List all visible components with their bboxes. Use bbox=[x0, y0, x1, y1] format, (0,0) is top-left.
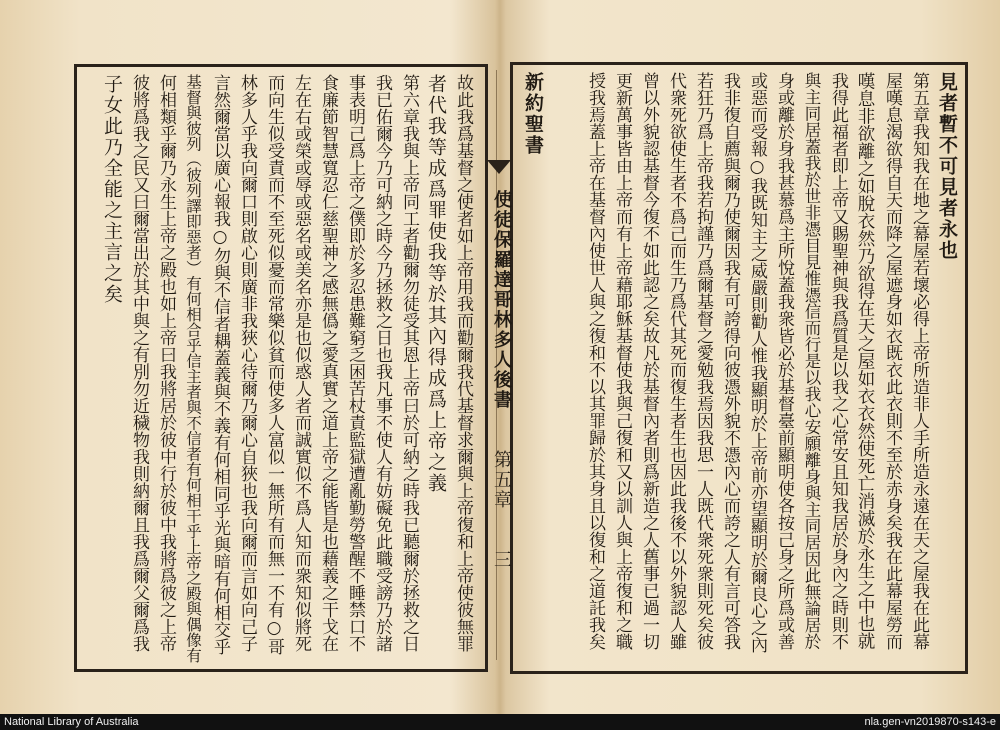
text-column: 身或離於身我甚慕爲主所悅蓋我衆皆必於基督臺前顯明使各按己身之所爲或善 bbox=[774, 72, 794, 650]
text-column: 若狂乃爲上帝我若拘謹乃爲爾基督之愛勉我焉因我思一人既代衆死衆則死矣彼 bbox=[693, 72, 713, 650]
text-column: 我已佑爾今乃可納之時今乃拯救之日也我凡事不使人有妨礙免此職受謗乃於諸 bbox=[372, 74, 392, 652]
footer-source: National Library of Australia bbox=[4, 716, 139, 728]
text-column: 基督與彼列（彼列譯即惡者）有何相合乎信主者與不信者有何相干乎上帝之殿與偶像有 bbox=[184, 74, 202, 663]
text-column: 我得此福者即上帝又賜聖神與我爲質是以我之心常安且知我居於身內之時則不 bbox=[828, 72, 848, 650]
text-column: 何相類乎爾乃永生上帝之殿也如上帝曰我將居於彼中行於彼中我將爲彼之上帝 bbox=[156, 74, 176, 652]
text-column: 曾以外貌認基督今復不如此認之矣故凡於基督內者則爲新造之人舊事已過一切 bbox=[639, 72, 659, 650]
text-column: 更新萬事皆由上帝而有上帝藉耶穌基督使我與己復和又以訓人與上帝復和之職 bbox=[612, 72, 632, 650]
text-column: 食廉節智慧寬忍仁慈聖神之感無僞之愛真實之道上帝之能皆是也藉義之干戈在 bbox=[318, 74, 338, 652]
footer-identifier: nla.gen-vn2019870-s143-e bbox=[864, 716, 996, 728]
text-column: 授我焉蓋上帝在基督內使世人與之復和不以其罪歸於其身且以復和之道託我矣 bbox=[585, 72, 605, 650]
text-column: 者代我等成爲罪使我等於其內得成爲上帝之義 bbox=[425, 74, 447, 494]
footer-bar bbox=[0, 714, 1000, 730]
text-column: 代衆死欲使生者不爲己而生乃爲代其死而復生者生也因此我後不以外貌認人雖 bbox=[666, 72, 686, 650]
column-heading: 見者暫不可見者永也 bbox=[936, 72, 958, 261]
text-column: 言然爾當以廣心報我○勿與不信者耦蓋義與不義有何相同乎光與暗有何相交乎 bbox=[210, 74, 230, 655]
running-header-title: 使徒保羅達哥林多人後書 bbox=[491, 190, 512, 410]
text-column: 第六章我與上帝同工者勸爾勿徒受其恩上帝曰於可納之時我已聽爾於拯救之日 bbox=[399, 74, 419, 652]
text-column: 嘆息非欲離之如脫衣然乃欲得在天之屋如衣衣然使死亡消滅於永生之中也就 bbox=[855, 72, 875, 650]
text-column: 或惡而受報○我既知主之威嚴則勸人惟我顯明於上帝前亦望顯明於爾良心之內 bbox=[747, 72, 767, 653]
text-column: 第五章我知我在地之幕屋若壞必得上帝所造非人手所造永遠在天之屋我在此幕 bbox=[909, 72, 929, 650]
book-title: 新約聖書 bbox=[522, 72, 544, 156]
fold-ornament-icon bbox=[487, 160, 511, 174]
text-column: 林多人乎我向爾口則啟心則廣非我狹心待爾乃爾心自狹也我向爾而言如向己子 bbox=[237, 74, 257, 652]
text-column: 事表明己爲上帝之僕即於多忍患難窮乏困苦杖責監獄遭亂勤勞警醒不睡禁口不 bbox=[345, 74, 365, 652]
text-column: 子女此乃全能之主言之矣 bbox=[101, 74, 123, 305]
text-column: 而向生似受責而不至死似憂而常樂似貧而使多人富似一無所有而無一不有○哥 bbox=[264, 74, 284, 655]
page-number: 三 bbox=[491, 550, 512, 570]
text-column: 彼將爲我之民又曰爾當出於其中與之有別勿近穢物我則納爾且我爲爾父爾爲我 bbox=[129, 74, 149, 652]
text-column: 與主同居蓋我於世非憑目見惟憑信而行是以我心安願離身與主同居因此無論居於 bbox=[802, 72, 821, 650]
text-column: 左在右或榮或辱或惡名或美名亦是也似惑人者而誠實似不爲人知而衆知似將死 bbox=[291, 74, 311, 652]
text-column: 我非復自薦與爾乃使爾因我有可誇得向彼憑外貌不憑內心而誇之人有言可答我 bbox=[720, 72, 740, 650]
chapter-label: 第五章 bbox=[491, 450, 512, 510]
text-column: 故此我爲基督之使者如上帝用我而勸爾我代基督求爾與上帝復和上帝使彼無罪 bbox=[453, 74, 473, 652]
text-column: 屋嘆息渴欲得自天而降之屋遮身如衣既衣此衣則不至於赤身矣我在此幕屋勞而 bbox=[882, 72, 902, 650]
